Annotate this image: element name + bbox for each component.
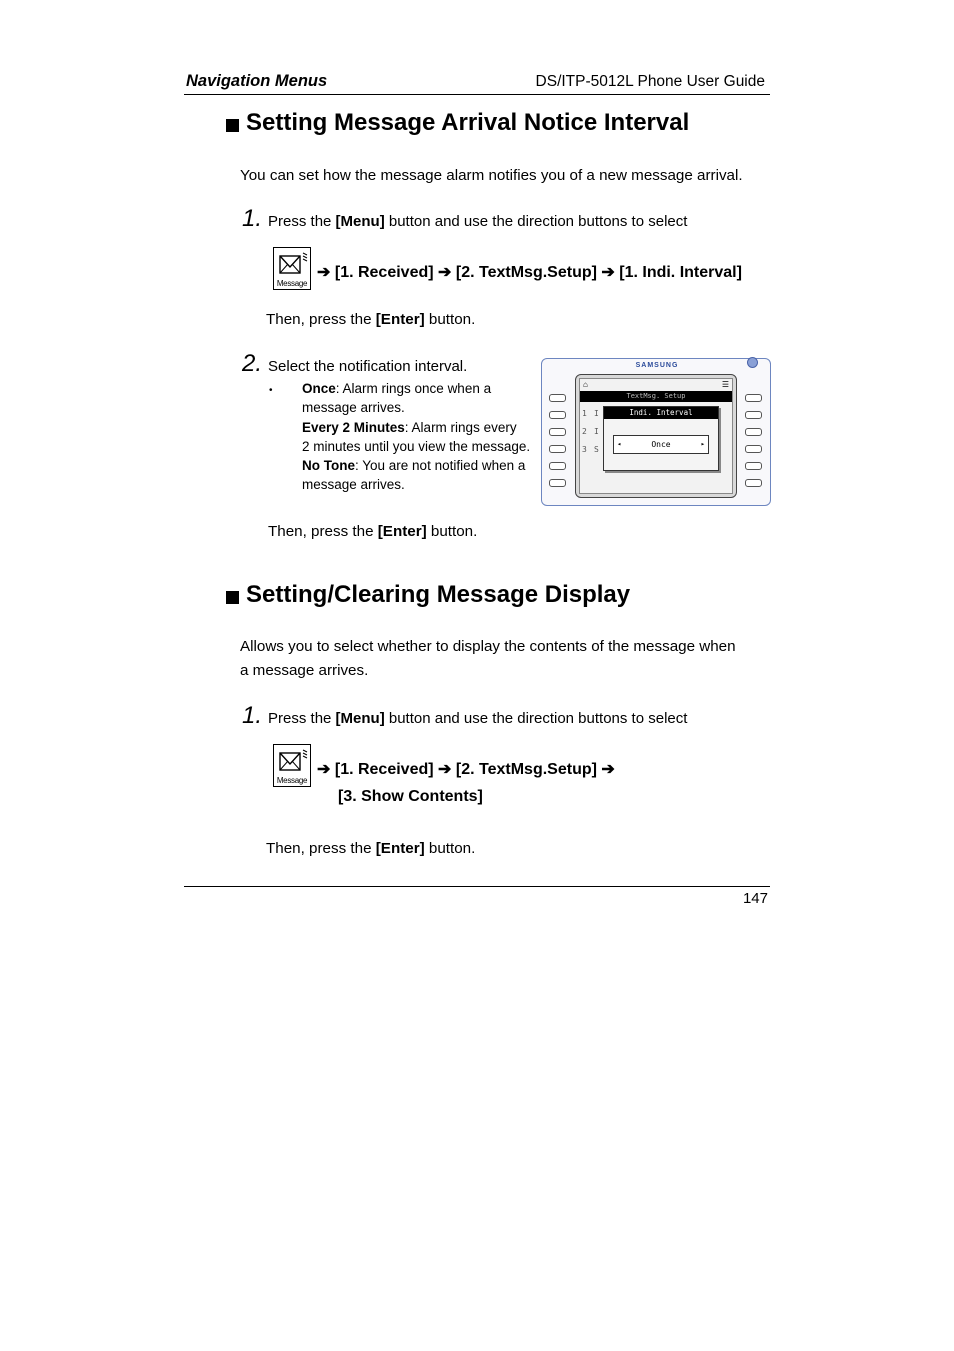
left-soft-key[interactable] (549, 394, 566, 402)
envelope-icon (274, 747, 310, 777)
step-1 (242, 205, 687, 233)
option-every-2-minutes-cont: 2 minutes until you view the message. (302, 438, 531, 454)
indicator-led-icon (747, 357, 758, 368)
screen-list-fragments: I I S (594, 409, 599, 454)
section-title: Setting Message Arrival Notice Interval (246, 109, 690, 136)
envelope-icon (274, 250, 310, 280)
footer-rule (184, 886, 770, 887)
then-press-enter: Then, press the [Enter] button. (266, 311, 476, 328)
icon-caption: Message (276, 279, 308, 288)
step-2 (242, 350, 467, 378)
status-icon: ☰ (721, 380, 729, 389)
right-soft-key[interactable] (745, 411, 762, 419)
left-arrow-icon: ◂ (617, 440, 622, 448)
list-bullet: • (269, 385, 273, 396)
option-once-cont: message arrives. (302, 400, 405, 416)
message-menu-icon (273, 247, 311, 290)
step-1 (242, 702, 687, 730)
step-text: Press the [Menu] button and use the direction buttons to select (268, 710, 688, 727)
option-no-tone-cont: message arrives. (302, 477, 405, 493)
left-soft-key[interactable] (549, 428, 566, 436)
running-header-section: Navigation Menus (186, 72, 328, 90)
step-number: 1. (242, 205, 263, 232)
step-text: Select the notification interval. (268, 358, 468, 375)
interval-value: Once (651, 440, 671, 449)
left-soft-key[interactable] (549, 411, 566, 419)
step-text: Press the [Menu] button and use the direction buttons to select (268, 213, 688, 230)
option-every-2-minutes: Every 2 Minutes: Alarm rings every (302, 419, 517, 435)
section-intro: You can set how the message alarm notifies you of a new message arrival. (240, 167, 743, 184)
right-soft-key[interactable] (745, 394, 762, 402)
section-heading (226, 581, 630, 609)
then-press-enter: Then, press the [Enter] button. (268, 523, 478, 540)
right-soft-key[interactable] (745, 445, 762, 453)
menu-path-continued: [3. Show Contents] (338, 788, 483, 805)
screen-list-numbers: 1 2 3 (582, 409, 587, 454)
option-no-tone: No Tone: You are not notified when a (302, 458, 526, 474)
option-once: Once: Alarm rings once when a (302, 381, 492, 396)
menu-path: ➔ [1. Received] ➔ [2. TextMsg.Setup] ➔ (317, 761, 615, 778)
screen-title-bar: TextMsg. Setup (580, 391, 732, 402)
section-intro: Allows you to select whether to display the contents of the message when a message arrives. (240, 638, 736, 679)
section-heading (226, 109, 689, 137)
right-soft-key[interactable] (745, 462, 762, 470)
step-number: 2. (242, 350, 263, 377)
menu-path: ➔ [1. Received] ➔ [2. TextMsg.Setup] ➔ [1. Indi. Interval] (317, 264, 742, 281)
left-soft-key[interactable] (549, 479, 566, 487)
header-rule (184, 94, 770, 95)
interval-options (302, 379, 530, 495)
right-soft-key[interactable] (745, 479, 762, 487)
then-press-enter: Then, press the [Enter] button. (266, 840, 476, 857)
icon-caption: Message (276, 776, 308, 785)
square-bullet-icon (226, 591, 239, 604)
interval-selector[interactable] (613, 435, 709, 454)
square-bullet-icon (226, 119, 239, 132)
lock-icon: ⌂ (583, 380, 588, 389)
running-header-guide: DS/ITP-5012L Phone User Guide (535, 73, 765, 90)
right-arrow-icon: ▸ (700, 440, 705, 448)
page-number: 147 (742, 890, 768, 907)
message-menu-icon (273, 744, 311, 787)
right-soft-key[interactable] (745, 428, 762, 436)
left-soft-key[interactable] (549, 445, 566, 453)
left-soft-key[interactable] (549, 462, 566, 470)
phone-illustration (541, 358, 771, 506)
brand-logo: SAMSUNG (635, 362, 679, 369)
phone-screen (575, 374, 737, 498)
section-title: Setting/Clearing Message Display (246, 581, 631, 608)
interval-popup (603, 406, 719, 471)
step-number: 1. (242, 702, 263, 729)
popup-title: Indi. Interval (604, 407, 718, 419)
